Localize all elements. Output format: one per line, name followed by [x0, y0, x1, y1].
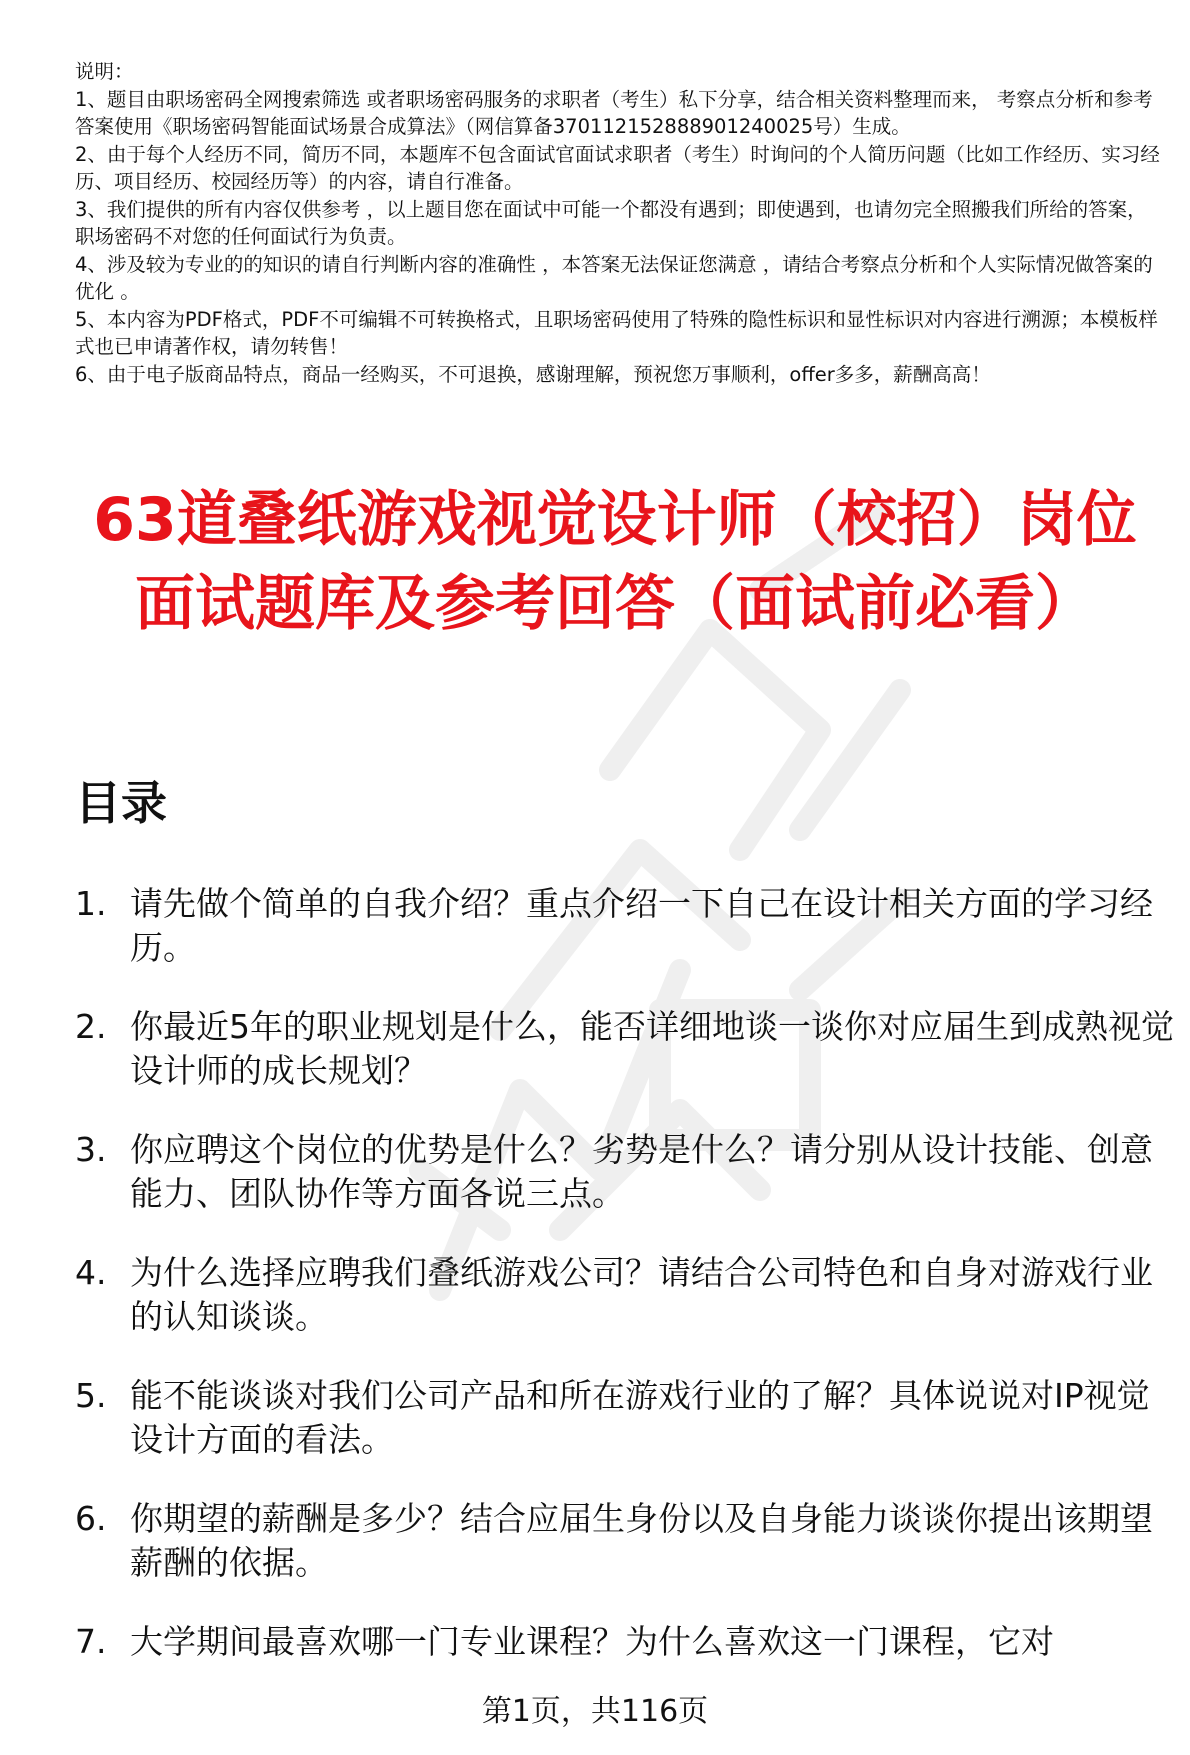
page-number: 第1页，共116页 — [481, 1694, 709, 1729]
toc-item[interactable] — [75, 1005, 1175, 1128]
instructions-block — [75, 58, 1165, 388]
toc-item-text: 你期望的薪酬是多少？结合应届生身份以及自身能力谈谈你提出该期望薪酬的依据。 — [130, 1499, 1153, 1582]
toc-item-text: 为什么选择应聘我们叠纸游戏公司？请结合公司特色和自身对游戏行业的认知谈谈。 — [130, 1253, 1153, 1336]
toc-item[interactable] — [75, 1128, 1175, 1251]
instruction-item-6: 6、由于电子版商品特点，商品一经购买，不可退换，感谢理解，预祝您万事顺利，offer多多，薪酬高高！ — [75, 362, 991, 386]
instructions-heading: 说明： — [75, 60, 134, 83]
toc-item-number: 5. — [75, 1376, 107, 1415]
toc-item-number: 3. — [75, 1130, 107, 1169]
toc-item-text: 能不能谈谈对我们公司产品和所在游戏行业的了解？具体说说对IP视觉设计方面的看法。 — [130, 1376, 1150, 1459]
toc-item-number: 2. — [75, 1007, 107, 1046]
toc-item[interactable] — [75, 1497, 1175, 1620]
toc-item-text: 你最近5年的职业规划是什么，能否详细地谈一谈你对应届生到成熟视觉设计师的成长规划？ — [130, 1007, 1174, 1090]
toc-item-text: 大学期间最喜欢哪一门专业课程？为什么喜欢这一门课程，它对 — [130, 1622, 1054, 1661]
toc-heading: 目录 — [75, 776, 167, 830]
toc-item-text: 请先做个简单的自我介绍？重点介绍一下自己在设计相关方面的学习经历。 — [130, 884, 1153, 967]
toc-item-number: 4. — [75, 1253, 107, 1292]
toc-item[interactable] — [75, 1374, 1175, 1497]
instruction-item-4: 4、涉及较为专业的的知识的请自行判断内容的准确性 ，本答案无法保证您满意 ，请结合考察点分析和个人实际情况做答案的优化 。 — [75, 252, 1153, 303]
toc-item[interactable] — [75, 882, 1175, 1005]
toc-item-text: 你应聘这个岗位的优势是什么？劣势是什么？请分别从设计技能、创意能力、团队协作等方面各说三点。 — [130, 1130, 1153, 1213]
instruction-item-3: 3、我们提供的所有内容仅供参考 ，以上题目您在面试中可能一个都没有遇到；即使遇到，也请勿完全照搬我们所给的答案，职场密码不对您的任何面试行为负责。 — [75, 197, 1147, 248]
toc-item-number: 7. — [75, 1622, 107, 1661]
instruction-item-2: 2、由于每个人经历不同，简历不同，本题库不包含面试官面试求职者（考生）时询问的个人简历问题（比如工作经历、实习经历、项目经历、校园经历等）的内容，请自行准备。 — [75, 142, 1160, 193]
toc-item-number: 6. — [75, 1499, 107, 1538]
toc-item-number: 1. — [75, 884, 107, 923]
instruction-item-1: 1、题目由职场密码全网搜索筛选 或者职场密码服务的求职者（考生）私下分享，结合相关资料整理而来， 考察点分析和参考答案使用《职场密码智能面试场景合成算法》（网信算备370112152888901240025号）生成。 — [75, 87, 1153, 138]
instruction-item-5: 5、本内容为PDF格式，PDF不可编辑不可转换格式，且职场密码使用了特殊的隐性标识和显性标识对内容进行溯源；本模板样式也已申请著作权，请勿转售！ — [75, 307, 1158, 358]
document-title: 63道叠纸游戏视觉设计师（校招）岗位面试题库及参考回答（面试前必看） — [93, 485, 1137, 639]
toc-item[interactable] — [75, 1251, 1175, 1374]
toc-list — [75, 882, 1175, 1743]
